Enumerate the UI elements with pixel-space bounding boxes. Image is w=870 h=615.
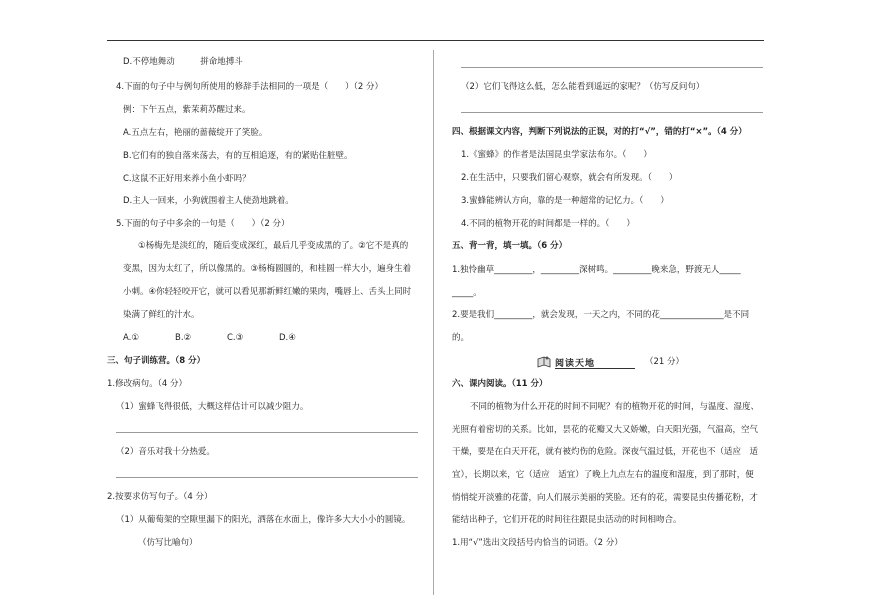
s3-q2-item-1-requirement: （仿写比喻句）: [138, 538, 198, 548]
section-6-title: 六、课内阅读。（11 分）: [452, 379, 548, 389]
s6-passage-line: 能结出种子，它们开花的时间往往跟昆虫活动的时间相吻合。: [452, 515, 682, 525]
q5-passage-line: 变黑，因为太红了，所以像黑的。③杨梅圆圆的，和桂圆一样大小，遍身生着: [123, 264, 412, 274]
answer-line: [461, 67, 763, 68]
s4-item: 2.在生活中，只要我们留心观察，就会有所发现。（ ）: [461, 173, 678, 183]
section-4-title: 四、根据课文内容，判断下列说法的正误，对的打“√”，错的打“×”。（4 分）: [452, 127, 747, 137]
column-divider: [433, 50, 434, 595]
s6-passage-line: 悄悄绽开淡雅的花蕾，向人们展示美丽的笑脸。还有的花，需要昆虫传播花粉，才: [452, 493, 759, 503]
q5-option-b: B.②: [175, 333, 192, 343]
reading-score: （21 分）: [645, 357, 685, 367]
s6-q1: 1.用“√”选出文段括号内恰当的词语。（2 分）: [452, 538, 623, 548]
q5-option-a: A.①: [123, 333, 139, 343]
s5-q1-line: _____。: [452, 288, 482, 298]
reading-banner: [537, 355, 647, 369]
s4-item: 3.蜜蜂能辨认方向，靠的是一种超常的记忆力。（ ）: [461, 196, 669, 206]
q3-option-d: D.不停地舞动 拼命地搏斗: [123, 57, 243, 67]
s5-q2-line: 2.要是我们_________，就会发现，一天之内，不同的花_______________是不同: [452, 310, 750, 320]
s3-q2-item-1: （1）从葡萄架的空隙里漏下的阳光，洒落在水面上，像许多大大小小的圆镜。: [116, 515, 411, 525]
book-icon: [537, 355, 551, 369]
s6-passage-line: 干燥，要是在白天开花，就有被灼伤的危险。深夜气温过低，开花也不（适应 适: [452, 447, 759, 457]
s6-passage-line: 不同的植物为什么开花的时间不同呢？有的植物开花的时间，与温度、湿度、: [470, 402, 760, 412]
header-rule: [107, 40, 764, 41]
q4-stem: 4.下面的句子中与例句所使用的修辞手法相同的一项是（ ）（2 分）: [116, 82, 383, 92]
q5-passage-line: 染满了鲜红的汁水。: [123, 310, 200, 320]
s3-q1-item-1: （1）蜜蜂飞得很低，大概这样估计可以减少阻力。: [116, 402, 309, 412]
banner-underline: [555, 368, 635, 369]
q4-example: 例：下午五点，紫茉莉苏醒过来。: [123, 105, 251, 115]
q5-option-d: D.④: [279, 333, 296, 343]
q4-option-a: A.五点左右，艳丽的蔷薇绽开了笑脸。: [123, 128, 268, 138]
s5-q1-line: 1.独怜幽草_________，_________深树鸣。_________晚来急，野渡无人_____: [452, 265, 741, 275]
reading-title: 阅读天地: [555, 359, 596, 369]
s4-item: 1.《蜜蜂》的作者是法国昆虫学家法布尔。（ ）: [461, 150, 652, 160]
q5-stem: 5.下面的句子中多余的一句是（ ）（2 分）: [116, 219, 290, 229]
r-q2: （2）它们飞得这么低，怎么能看到遥远的家呢？（仿写反问句）: [461, 82, 705, 92]
s6-passage-line: 光照有着密切的关系。比如，昙花的花瓣又大又娇嫩，白天阳光强，气温高，空气: [452, 425, 759, 435]
q4-option-c: C.这鼠不正好用来养小鱼小虾吗？: [123, 174, 251, 184]
s6-passage-line: 宜），长期以来，它（适应 适宜）了晚上九点左右的温度和湿度，到了那时，便: [452, 470, 754, 480]
section-3-title: 三、句子训练营。（8 分）: [107, 356, 206, 366]
s3-q1-item-2: （2）音乐对我十分热爱。: [116, 447, 215, 457]
s3-q2: 2.按要求仿写句子。（4 分）: [107, 492, 213, 502]
s5-q2-line: 的。: [452, 333, 470, 343]
q4-option-b: B.它们有的独自落来荡去，有的互相追逐，有的紧贴住脏壁。: [123, 151, 353, 161]
answer-line: [116, 432, 418, 433]
answer-line: [116, 477, 418, 478]
answer-line: [461, 112, 763, 113]
q5-passage-line: 小刺。④你轻轻咬开它，就可以看见那新鲜红嫩的果肉，嘴唇上、舌头上同时: [123, 287, 412, 297]
q5-option-c: C.③: [227, 333, 244, 343]
section-5-title: 五、背一背，填一填。（6 分）: [452, 241, 568, 251]
q4-option-d: D.主人一回来，小狗就围着主人使劲地跳着。: [123, 196, 294, 206]
s3-q1: 1.修改病句。（4 分）: [107, 379, 187, 389]
q5-passage-line: ①杨梅先是淡红的，随后变成深红，最后几乎变成黑的了。②它不是真的: [138, 241, 409, 251]
s4-item: 4.不同的植物开花的时间都是一样的。（ ）: [461, 219, 635, 229]
